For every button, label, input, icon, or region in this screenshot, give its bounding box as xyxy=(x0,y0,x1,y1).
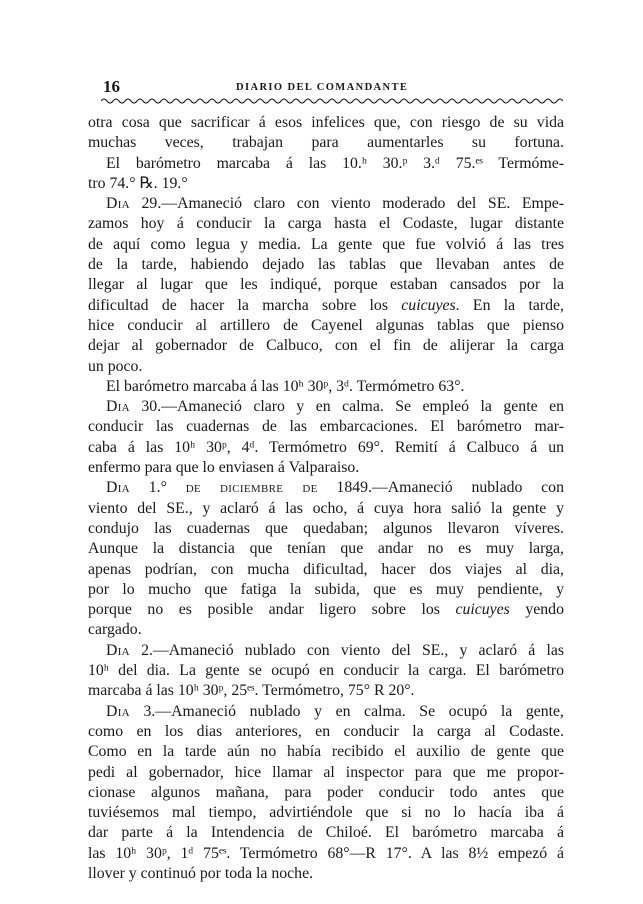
small-caps-text: Dia xyxy=(106,398,130,416)
text-line xyxy=(88,560,564,580)
line-text: caba á las 10ʰ 30ᵖ, 4ᵈ. Termómetro 69°. Remití á Calbuco á un xyxy=(88,438,564,456)
line-text: un poco. xyxy=(88,357,143,375)
text-line xyxy=(88,417,564,437)
line-text: El barómetro marcaba á las 10.ʰ 30.ᵖ 3.ᵈ 75.ᵉˢ Termóme- xyxy=(106,154,564,172)
text-line xyxy=(88,357,564,377)
text-line xyxy=(88,113,564,133)
line-text: 2.—Amaneció nublado con viento del SE., y aclaró á las xyxy=(129,641,564,659)
line-text: tro 74.° ℞. 19.° xyxy=(88,174,188,192)
text-line xyxy=(88,600,564,620)
text-line xyxy=(88,823,564,843)
text-line xyxy=(88,803,564,823)
text-line xyxy=(88,580,564,600)
line-text: 10ʰ del dia. La gente se ocupó en conducir la carga. El barómetro xyxy=(88,662,564,680)
text-line xyxy=(88,661,564,681)
text-line xyxy=(88,255,564,275)
line-text: dificultad de hacer la marcha sobre los xyxy=(88,296,402,314)
line-text: muchas veces, trabajan para aumentarles su fortuna. xyxy=(88,134,564,152)
text-line xyxy=(88,458,564,478)
text-line xyxy=(88,763,564,783)
text-line xyxy=(88,620,564,640)
text-line xyxy=(88,194,564,214)
body-text xyxy=(88,113,564,884)
line-text: las 10ʰ 30ᵖ, 1ᵈ 75ᵉˢ. Termómetro 68°—R 17°. A las 8½ empezó á xyxy=(88,844,564,862)
line-text: hice conducir al artillero de Cayenel algunas tablas que pienso xyxy=(88,316,564,334)
line-text: cionase algunos mañana, para poder conducir todo antes que xyxy=(88,783,564,801)
small-caps-text: Dia xyxy=(106,479,130,497)
line-text: yendo xyxy=(509,601,564,619)
line-text: Como en la tarde aún no había recibido el auxilio de gente que xyxy=(88,743,564,761)
line-text: dar parte á la Intendencia de Chiloé. El barómetro marcaba á xyxy=(88,824,564,842)
line-text: zamos hoy á conducir la carga hasta el Codaste, lugar distante xyxy=(88,215,564,233)
line-text: de aquí como legua y media. La gente que fue volvió á las tres xyxy=(88,235,564,253)
line-text: dejar al gobernador de Calbuco, con el fin de alijerar la carga xyxy=(88,337,564,355)
line-text: El barómetro marcaba á las 10ʰ 30ᵖ, 3ᵈ. Termómetro 63°. xyxy=(106,377,465,395)
text-line xyxy=(88,702,564,722)
text-line xyxy=(88,681,564,701)
line-text: llover y continuó por toda la noche. xyxy=(88,864,314,882)
line-text: enfermo para que lo enviasen á Valparaiso. xyxy=(88,459,360,477)
line-text: pedi al gobernador, hice llamar al inspector para que me propor- xyxy=(88,763,564,781)
small-caps-text: Dia xyxy=(106,195,130,213)
text-line xyxy=(88,844,564,864)
text-line xyxy=(88,336,564,356)
text-line xyxy=(88,174,564,194)
text-line xyxy=(88,783,564,803)
line-text: llegar al lugar que les indiqué, porque estaban cansados por la xyxy=(88,276,564,294)
small-caps-text: de diciembre de xyxy=(185,479,318,497)
small-caps-text: Dia xyxy=(106,641,130,659)
text-line xyxy=(88,641,564,661)
line-text: otra cosa que sacrificar á esos infelices que, con riesgo de su vida xyxy=(88,114,564,131)
line-text: como en los dias anteriores, en conducir la carga al Codaste. xyxy=(88,722,564,740)
text-line xyxy=(88,722,564,742)
line-text: cargado. xyxy=(88,621,142,639)
line-text: por lo mucho que fatiga la subida, que es muy pendiente, y xyxy=(88,580,564,598)
line-text: 29.—Amaneció claro con viento moderado del SE. Empe- xyxy=(129,195,564,213)
text-line xyxy=(88,499,564,519)
text-line xyxy=(88,275,564,295)
line-text: porque no es posible andar ligero sobre los xyxy=(88,601,456,619)
text-line xyxy=(88,397,564,417)
text-line xyxy=(88,214,564,234)
line-text: viento del SE., y aclaró á las ocho, á cuya hora salió la gente y xyxy=(88,499,564,517)
italic-text: cuicuyes xyxy=(455,601,510,619)
line-text: 3.—Amaneció nublado y en calma. Se ocupó la gente, xyxy=(129,702,564,720)
line-text: 1.° xyxy=(129,479,186,497)
italic-text: cuicuyes xyxy=(401,296,456,314)
text-line xyxy=(88,438,564,458)
line-text: marcaba á las 10ʰ 30ᵖ, 25ᵉˢ. Termómetro, 75° R 20°. xyxy=(88,682,415,700)
page-number: 16 xyxy=(103,77,120,96)
text-line xyxy=(88,296,564,316)
line-text: 1849.—Amaneció nublado con xyxy=(317,479,564,497)
small-caps-text: Dia xyxy=(106,702,130,720)
text-line xyxy=(88,539,564,559)
text-line xyxy=(88,316,564,336)
line-text: . En la tarde, xyxy=(455,296,564,314)
running-head: DIARIO DEL COMANDANTE xyxy=(236,82,409,93)
line-text: tuviésemos mal tiempo, advirtiéndole que si no lo hacía iba á xyxy=(88,804,564,822)
text-line xyxy=(88,742,564,762)
text-line xyxy=(88,377,564,397)
line-text: 30.—Amaneció claro y en calma. Se empleó la gente en xyxy=(129,398,564,416)
line-text: conducir las cuadernas de las embarcaciones. El barómetro mar- xyxy=(88,418,564,436)
text-line xyxy=(88,478,564,498)
text-line xyxy=(88,154,564,174)
text-line xyxy=(88,235,564,255)
line-text: de la tarde, habiendo dejado las tablas que llevaban antes de xyxy=(88,256,564,274)
header-rule xyxy=(101,97,563,105)
text-line xyxy=(88,133,564,153)
line-text: Aunque la distancia que tenían que andar no es muy larga, xyxy=(88,540,564,558)
text-line xyxy=(88,519,564,539)
line-text: condujo las cuadernas que quedaban; algunos llevaron víveres. xyxy=(88,519,564,537)
text-line xyxy=(88,864,564,884)
line-text: apenas podrían, con mucha dificultad, hacer dos viajes al dia, xyxy=(88,560,564,578)
